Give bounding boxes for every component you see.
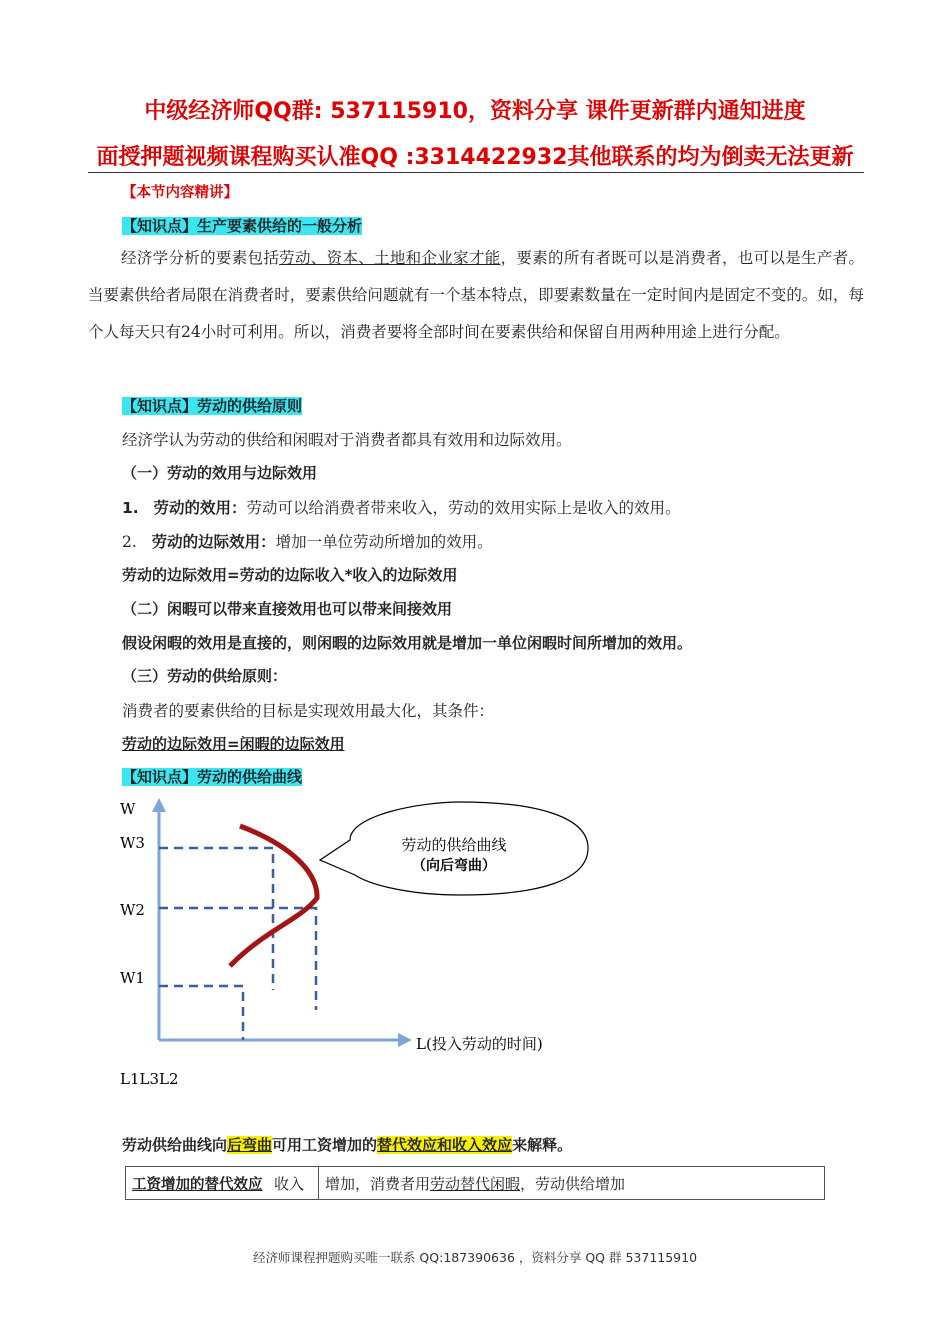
item1-label: 劳动的效用：: [153, 499, 247, 517]
kp1-title: 生产要素供给的一般分析: [197, 217, 363, 235]
kp1-text-underlined: 劳动、资本、土地和企业家才能: [279, 249, 501, 267]
table-row: [126, 1167, 825, 1200]
kp1-tag: 【知识点】: [122, 217, 198, 235]
y-axis-arrow: [152, 798, 166, 812]
tick-w2: W2: [120, 901, 145, 919]
table-cell-label: [126, 1167, 319, 1200]
explanation-sentence: [122, 1134, 572, 1155]
kp2-sub-heading-3: （三）劳动的供给原则：: [122, 667, 288, 685]
kp2-assumption: 假设闲暇的效用是直接的，则闲暇的边际效用就是增加一单位闲暇时间所增加的效用。: [122, 634, 693, 652]
substitution-effect-label: 工资增加的替代效应: [132, 1176, 263, 1193]
item1-number: 1.: [122, 499, 139, 517]
banner-line-2: 面授押题视频课程购买认准QQ :3314422932其他联系的均为倒卖无法更新: [96, 145, 854, 170]
page-footer: 经济师课程押题购买唯一联系 QQ:187390636 ，资料分享 QQ 群 537115910: [252, 1250, 698, 1265]
overlap-text: 收入: [274, 1174, 305, 1193]
desc-underlined: 劳动替代闲暇: [430, 1174, 521, 1193]
kp1-text-b: ，要素的所有者既可以是消费者，也可以是生产者。当要素供给者局限在消费者时，要素供给问题就有一个基本特点，即要素数量在一定时间内是固定不变的。如，每个人每天只有24小时可利用。所以，消费者要将全部时间在要素供给和保留自用两种用途上进行分配。: [88, 249, 864, 341]
callout-line-2: （向后弯曲）: [412, 858, 496, 874]
effects-table: [125, 1166, 825, 1200]
guide-w3-l3: [159, 848, 273, 990]
x-axis-arrow: [398, 1033, 412, 1047]
tick-w1: W1: [120, 969, 145, 987]
formula-marginal-utility-labor: 劳动的边际效用=劳动的边际收入*收入的边际效用: [122, 566, 458, 584]
knowledge-point-2-heading: [122, 395, 302, 416]
kp2-tag: 【知识点】: [122, 397, 198, 415]
kp2-title: 劳动的供给原则: [197, 397, 303, 415]
tick-w3: W3: [120, 834, 145, 852]
item2-label: 劳动的边际效用：: [151, 533, 276, 551]
guide-w1-l1: [159, 986, 243, 1040]
item1-text: 劳动可以给消费者带来收入，劳动的效用实际上是收入的效用。: [246, 499, 681, 517]
kp2-item-2: [122, 530, 493, 552]
desc-a: 增加，消费者用: [325, 1174, 431, 1193]
banner-line-1: 中级经济师QQ群: 537115910，资料分享 课件更新群内通知进度: [144, 99, 806, 124]
header-rule: [88, 172, 864, 173]
knowledge-point-1-heading: [122, 215, 362, 236]
formula-equilibrium: 劳动的边际效用=闲暇的边际效用: [122, 735, 345, 753]
expl-c: 可用工资增加的: [272, 1136, 378, 1154]
section-tag: 【本节内容精讲】: [122, 185, 238, 201]
y-axis-label: W: [120, 800, 136, 818]
kp2-sub-heading-1: （一）劳动的效用与边际效用: [122, 464, 318, 482]
x-ticks: L1L3L2: [120, 1070, 179, 1088]
expl-a: 劳动供给曲线向: [122, 1136, 228, 1154]
desc-b: ，劳动供给增加: [520, 1174, 626, 1193]
kp2-sub-heading-2: （二）闲暇可以带来直接效用也可以带来间接效用: [122, 600, 453, 618]
x-axis-label: L(投入劳动的时间): [416, 1035, 543, 1053]
kp2-item-1: [122, 496, 681, 518]
expl-highlight-2: 替代效应和收入效应: [377, 1136, 513, 1154]
kp2-intro: 经济学认为劳动的供给和闲暇对于消费者都具有效用和边际效用。: [122, 431, 572, 449]
kp1-paragraph: [88, 240, 864, 351]
kp3-title: 劳动的供给曲线: [197, 768, 303, 786]
labor-supply-chart: [0, 790, 950, 1100]
knowledge-point-3-heading: [122, 766, 302, 787]
callout-line-1: 劳动的供给曲线: [401, 836, 507, 854]
item2-text: 增加一单位劳动所增加的效用。: [275, 533, 493, 551]
kp1-text-a: 经济学分析的要素包括: [121, 249, 280, 267]
table-cell-desc: [319, 1167, 825, 1200]
kp2-goal: 消费者的要素供给的目标是实现效用最大化，其条件：: [122, 702, 495, 720]
expl-highlight-1: 后弯曲: [227, 1136, 273, 1154]
kp3-tag: 【知识点】: [122, 768, 198, 786]
item2-number: 2.: [122, 533, 137, 551]
expl-e: 来解释。: [512, 1136, 573, 1154]
